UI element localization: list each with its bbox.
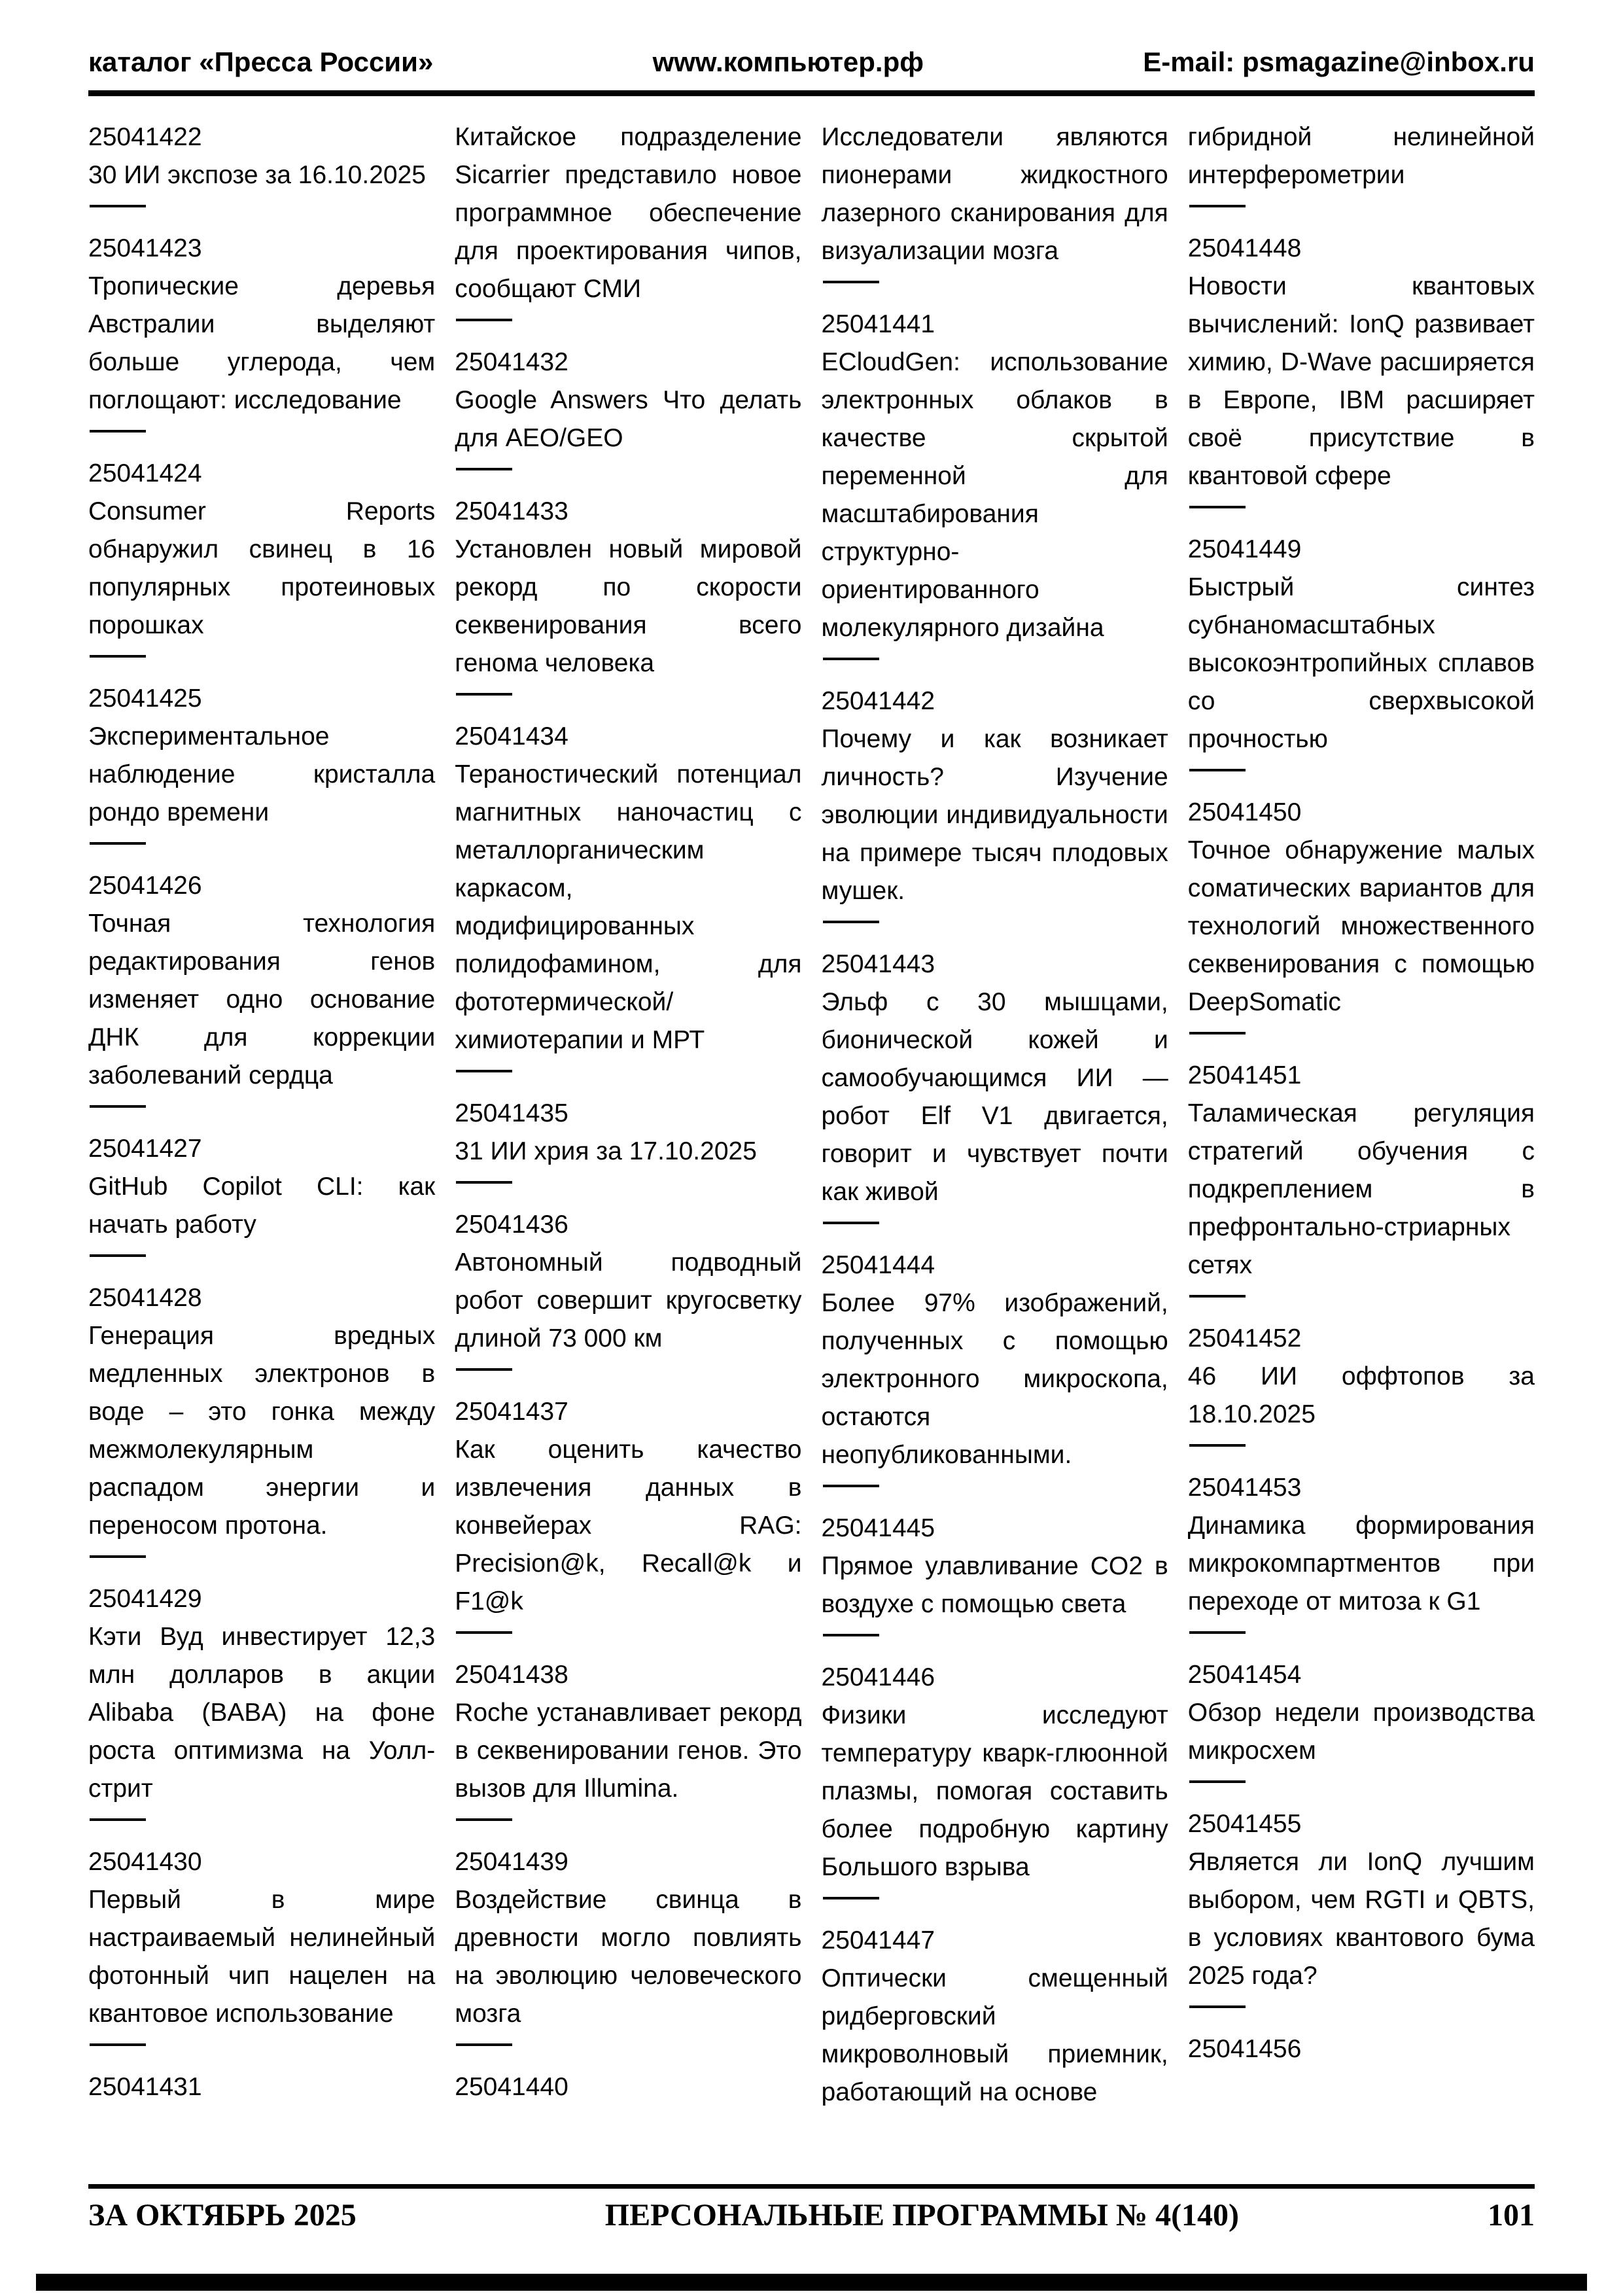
entry-id: 25041448 — [1187, 234, 1302, 263]
entry-title: 46 ИИ оффтопов за 18.10.2025 — [1187, 1362, 1535, 1429]
entry-title: Оптически смещенный ридберговский микроволновый приемник, работающий на основе — [821, 1964, 1168, 2107]
entry-title: Динамика формирования микрокомпартментов при переходе от митоза к G1 — [1187, 1511, 1535, 1616]
entry-separator — [823, 1485, 879, 1487]
entry-id: 25041433 — [455, 497, 568, 526]
entry-separator — [90, 1254, 146, 1257]
entry-separator — [90, 1555, 146, 1558]
entry-title: 30 ИИ экспозе за 16.10.2025 — [88, 161, 426, 190]
entry-title: Первый в мире настраиваемый нелинейный фотонный чип нацелен на квантовое использование — [88, 1886, 436, 2028]
entry-id: 25041425 — [88, 684, 202, 713]
entry-title: Китайское подразделение Sicarrier представило новое программное обеспечение для проектирования чипов, сообщают СМИ — [455, 123, 802, 304]
entry-id: 25041451 — [1187, 1061, 1302, 1090]
entry-title: Тераностический потенциал магнитных наночастиц с металлорганическим каркасом, модифицированных полидофамином, для фототермической/химиотерапии и МРТ — [455, 760, 802, 1055]
entry-id: 25041432 — [455, 348, 568, 377]
entries-columns — [88, 118, 1535, 2173]
column-3 — [822, 118, 1168, 2173]
entry-separator — [823, 658, 879, 660]
entry-separator — [90, 1105, 146, 1108]
entry-id: 25041422 — [88, 123, 202, 152]
page-number: 101 — [1488, 2198, 1535, 2233]
entry-title: Воздействие свинца в древности могло повлиять на эволюцию человеческого мозга — [455, 1886, 802, 2028]
entry-id: 25041454 — [1187, 1661, 1302, 1689]
column-4 — [1188, 118, 1535, 2173]
entry-id: 25041447 — [821, 1926, 935, 1955]
entry-id: 25041435 — [455, 1099, 568, 1128]
entry-separator — [1189, 2005, 1246, 2008]
entry-title: Экспериментальное наблюдение кристалла рондо времени — [88, 722, 436, 827]
entry-separator — [456, 2043, 512, 2046]
entry-id: 25041438 — [455, 1661, 568, 1689]
entry-id: 25041436 — [455, 1210, 568, 1239]
entry-separator — [823, 281, 879, 283]
entry-title: Является ли IonQ лучшим выбором, чем RGTI и QBTS, в условиях квантового бума 2025 года? — [1187, 1848, 1535, 1990]
entry-separator — [456, 1368, 512, 1371]
entry-id: 25041441 — [821, 310, 935, 339]
entry-separator — [456, 1818, 512, 1821]
entry-id: 25041439 — [455, 1848, 568, 1877]
entry-separator — [823, 1634, 879, 1636]
entry-separator — [1189, 769, 1246, 771]
entry-title: Автономный подводный робот совершит кругосветку длиной 73 000 км — [455, 1248, 802, 1353]
entry-title: Эльф с 30 мышцами, бионической кожей и самообучающимся ИИ — робот Elf V1 двигается, говорит и чувствует почти как живой — [821, 988, 1168, 1207]
entry-title: гибридной нелинейной интерферометрии — [1187, 123, 1535, 190]
entry-id: 25041423 — [88, 234, 202, 263]
entry-title: Кэти Вуд инвестирует 12,3 млн долларов в акции Alibaba (BABA) на фоне роста оптимизма на Уолл-стрит — [88, 1623, 436, 1803]
entry-title: Установлен новый мировой рекорд по скорости секвенирования всего генома человека — [455, 535, 802, 678]
entry-id: 25041450 — [1187, 798, 1302, 827]
entry-separator — [90, 1818, 146, 1821]
page-footer — [88, 2199, 1535, 2233]
entry-title: ECloudGen: использование электронных облаков в качестве скрытой переменной для масштабирования структурно-ориентированного молекулярного дизайна — [821, 348, 1168, 643]
entry-id: 25041437 — [455, 1398, 568, 1426]
entry-id: 25041424 — [88, 459, 202, 488]
entry-separator — [90, 842, 146, 845]
entry-id: 25041446 — [821, 1663, 935, 1692]
entry-separator — [456, 1070, 512, 1072]
entry-title: Прямое улавливание CO2 в воздухе с помощью света — [821, 1552, 1168, 1619]
entry-id: 25041428 — [88, 1284, 202, 1313]
entry-title: 31 ИИ хрия за 17.10.2025 — [455, 1137, 757, 1166]
entry-separator — [90, 2043, 146, 2046]
entry-title: Обзор недели производства микросхем — [1187, 1699, 1535, 1765]
entry-title: Roche устанавливает рекорд в секвенировании генов. Это вызов для Illumina. — [455, 1699, 802, 1803]
entry-separator — [1189, 1295, 1246, 1298]
email-address: E-mail: psmagazine@inbox.ru — [1143, 46, 1535, 77]
entry-separator — [823, 1897, 879, 1899]
entry-id: 25041440 — [455, 2073, 568, 2102]
entry-title: Физики исследуют температуру кварк-глюонной плазмы, помогая составить более подробную картину Большого взрыва — [821, 1701, 1168, 1882]
entry-id: 25041429 — [88, 1585, 202, 1614]
entry-title: Точная технология редактирования генов изменяет одно основание ДНК для коррекции заболеваний сердца — [88, 910, 436, 1090]
footer-rule — [88, 2184, 1535, 2189]
entry-title: Генерация вредных медленных электронов в воде – это гонка между межмолекулярным распадом энергии и переносом протона. — [88, 1322, 436, 1540]
entry-title: GitHub Copilot CLI: как начать работу — [88, 1173, 436, 1239]
entry-separator — [456, 1631, 512, 1634]
header-rule — [88, 90, 1535, 96]
entry-id: 25041434 — [455, 722, 568, 751]
entry-separator — [90, 655, 146, 658]
entry-id: 25041442 — [821, 687, 935, 716]
entry-separator — [90, 430, 146, 433]
entry-separator — [1189, 1631, 1246, 1634]
entry-title: Тропические деревья Австралии выделяют больше углерода, чем поглощают: исследование — [88, 272, 436, 415]
entry-title: Точное обнаружение малых соматических вариантов для технологий множественного секвенирования с помощью DeepSomatic — [1187, 836, 1535, 1017]
entry-separator — [456, 693, 512, 696]
entry-separator — [456, 1181, 512, 1184]
footer-issue-period: ЗА ОКТЯБРЬ 2025 — [88, 2198, 357, 2233]
entry-separator — [456, 319, 512, 321]
entry-id: 25041443 — [821, 950, 935, 979]
footer-publication-title: ПЕРСОНАЛЬНЫЕ ПРОГРАММЫ № 4(140) — [604, 2198, 1240, 2233]
entry-id: 25041431 — [88, 2073, 202, 2102]
entry-id: 25041456 — [1187, 2035, 1302, 2064]
entry-title: Как оценить качество извлечения данных в конвейерах RAG: Precision@k, Recall@k и F1@k — [455, 1436, 802, 1616]
entry-separator — [1189, 205, 1246, 207]
entry-title: Более 97% изображений, полученных с помощью электронного микроскопа, остаются неопубликованными. — [821, 1289, 1168, 1470]
entry-title: Новости квантовых вычислений: IonQ развивает химию, D-Wave расширяется в Европе, IBM расширяет своё присутствие в квантовой сфере — [1187, 272, 1535, 491]
entry-separator — [456, 468, 512, 470]
entry-id: 25041444 — [821, 1251, 935, 1280]
entry-id: 25041430 — [88, 1848, 202, 1877]
column-2 — [455, 118, 801, 2173]
catalog-title: каталог «Пресса России» — [88, 46, 434, 77]
entry-id: 25041427 — [88, 1135, 202, 1163]
entry-id: 25041455 — [1187, 1810, 1302, 1839]
entry-id: 25041426 — [88, 872, 202, 900]
page-header — [88, 0, 1535, 77]
entry-separator — [823, 921, 879, 923]
bottom-bar — [36, 2274, 1587, 2291]
entry-separator — [1189, 506, 1246, 508]
entry-title: Таламическая регуляция стратегий обучения с подкреплением в префронтально-стриарных сетях — [1187, 1099, 1535, 1280]
entry-title: Consumer Reports обнаружил свинец в 16 популярных протеиновых порошках — [88, 497, 436, 640]
entry-id: 25041452 — [1187, 1324, 1302, 1353]
entry-title: Google Answers Что делать для AEO/GEO — [455, 386, 802, 453]
entry-title: Исследователи являются пионерами жидкостного лазерного сканирования для визуализации мозга — [821, 123, 1168, 266]
entry-title: Быстрый синтез субнаномасштабных высокоэнтропийных сплавов со сверхвысокой прочностью — [1187, 573, 1535, 754]
entry-id: 25041449 — [1187, 535, 1302, 564]
entry-separator — [1189, 1780, 1246, 1783]
entry-separator — [1189, 1032, 1246, 1034]
entry-id: 25041445 — [821, 1514, 935, 1543]
entry-separator — [823, 1222, 879, 1224]
website-url: www.компьютер.рф — [652, 46, 924, 77]
entry-separator — [1189, 1444, 1246, 1447]
column-1 — [88, 118, 435, 2173]
entry-id: 25041453 — [1187, 1474, 1302, 1502]
entry-title: Почему и как возникает личность? Изучение эволюции индивидуальности на примере тысяч плодовых мушек. — [821, 725, 1168, 906]
entry-separator — [90, 205, 146, 207]
